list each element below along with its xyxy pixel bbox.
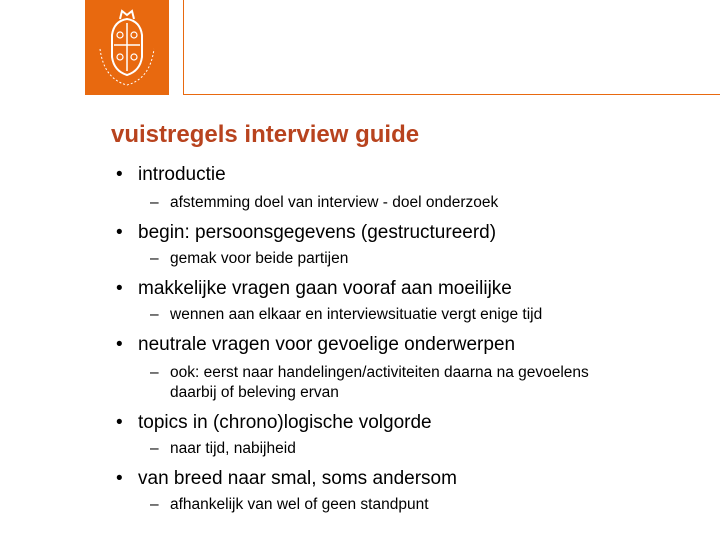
sub-bullet-dash: – <box>150 496 159 513</box>
sub-bullet-dash: – <box>150 440 159 457</box>
sub-bullet-dash: – <box>150 250 159 267</box>
sub-bullet-text: naar tijd, nabijheid <box>170 440 296 457</box>
bullet-dot: • <box>116 334 123 355</box>
bullet-dot: • <box>116 222 123 243</box>
bullet-text: introductie <box>138 164 226 185</box>
bullet-dot: • <box>116 468 123 489</box>
sub-bullet-dash: – <box>150 364 159 381</box>
sub-bullet-text: afstemming doel van interview - doel onderzoek <box>170 194 499 211</box>
bullet-dot: • <box>116 412 123 433</box>
sub-bullet-text: daarbij of beleving ervan <box>170 384 339 401</box>
bullet-dot: • <box>116 278 123 299</box>
bullet-text: topics in (chrono)logische volgorde <box>138 412 432 433</box>
bullet-text: neutrale vragen voor gevoelige onderwerpen <box>138 334 516 355</box>
bullet-text: makkelijke vragen gaan vooraf aan moeilijke <box>138 278 512 299</box>
bullet-dot: • <box>116 164 123 185</box>
sub-bullet-text: ook: eerst naar handelingen/activiteiten daarna na gevoelens <box>170 364 589 381</box>
bullet-text: van breed naar smal, soms andersom <box>138 468 457 489</box>
sub-bullet-text: afhankelijk van wel of geen standpunt <box>170 496 429 513</box>
sub-bullet-dash: – <box>150 194 159 211</box>
sub-bullet-dash: – <box>150 306 159 323</box>
sub-bullet-text: wennen aan elkaar en interviewsituatie vergt enige tijd <box>170 306 543 323</box>
slide-title: vuistregels interview guide <box>111 121 420 148</box>
bullet-text: begin: persoonsgegevens (gestructureerd) <box>138 222 497 243</box>
sub-bullet-text: gemak voor beide partijen <box>170 250 349 267</box>
